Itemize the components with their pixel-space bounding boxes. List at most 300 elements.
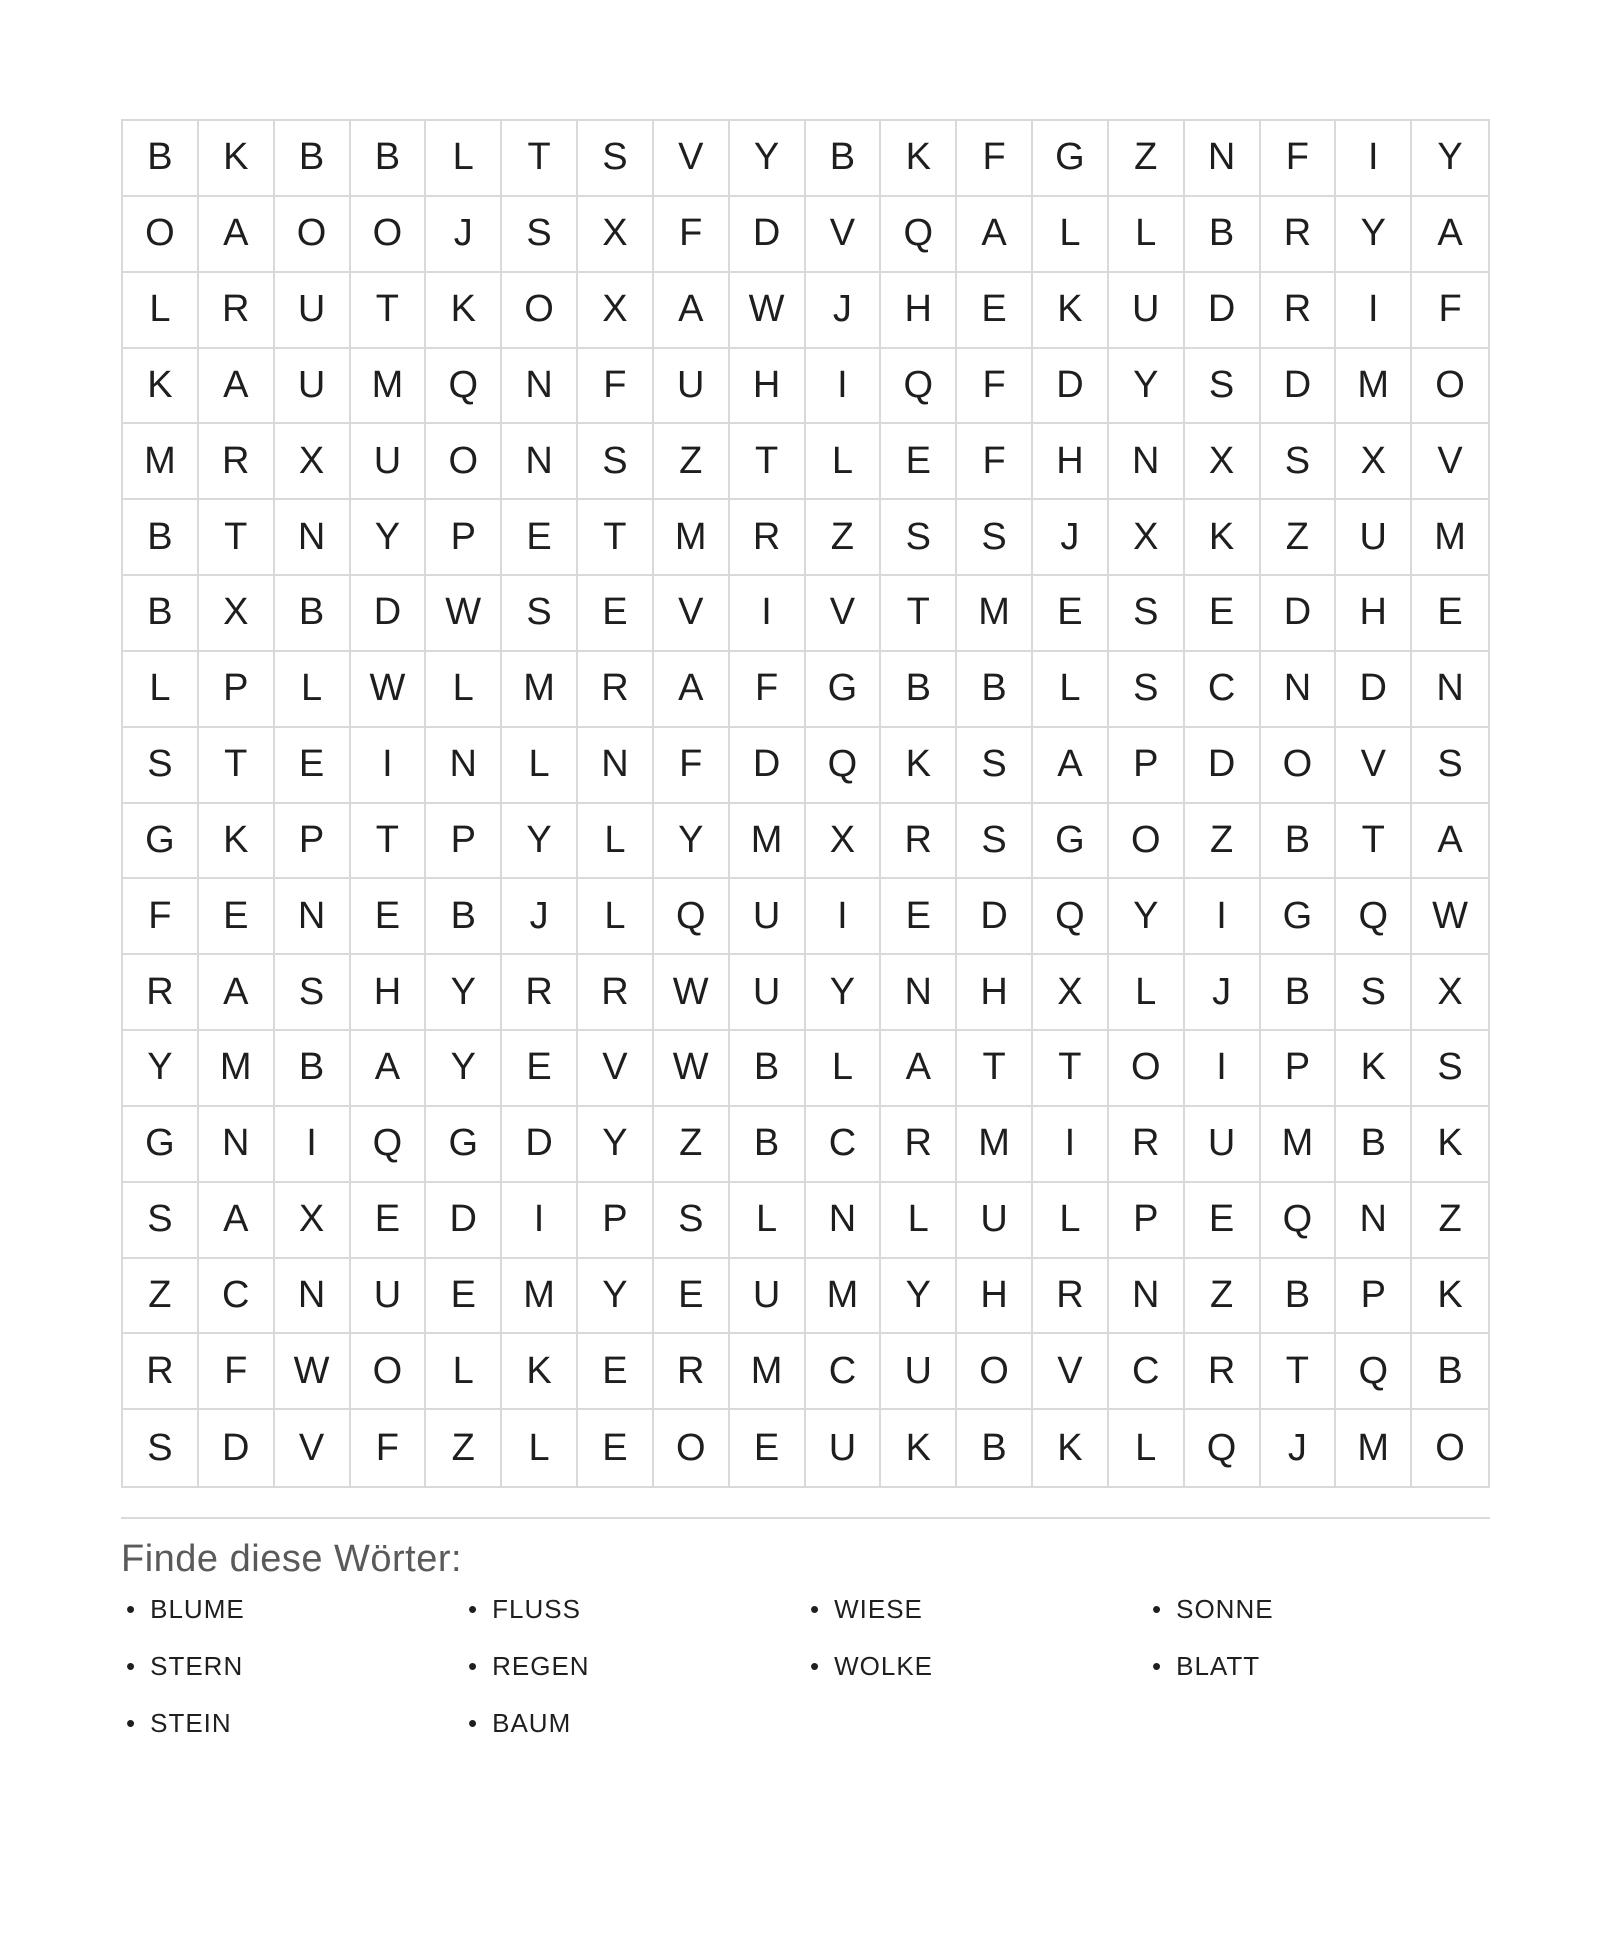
grid-cell-r2c8: F [654,197,730,273]
grid-cell-r15c5: D [426,1183,502,1259]
grid-cell-r7c14: S [1109,576,1185,652]
word-label: WOLKE [834,1651,934,1681]
grid-cell-r5c11: E [881,424,957,500]
grid-cell-r10c18: A [1412,804,1488,880]
grid-cell-r4c9: H [730,349,806,425]
grid-cell-r10c6: Y [502,804,578,880]
grid-cell-r7c16: D [1261,576,1337,652]
grid-cell-r1c2: K [199,121,275,197]
grid-cell-r15c1: S [123,1183,199,1259]
grid-cell-r7c1: B [123,576,199,652]
grid-cell-r15c3: X [275,1183,351,1259]
grid-cell-r6c9: R [730,500,806,576]
grid-cell-r14c15: U [1185,1107,1261,1183]
grid-cell-r14c6: D [502,1107,578,1183]
grid-cell-r6c15: K [1185,500,1261,576]
grid-cell-r9c16: O [1261,728,1337,804]
grid-cell-r13c4: A [351,1031,427,1107]
grid-cell-r15c13: L [1033,1183,1109,1259]
grid-cell-r10c2: K [199,804,275,880]
word-item-wiese [805,1581,1147,1638]
grid-cell-r16c12: H [957,1259,1033,1335]
grid-cell-r15c6: I [502,1183,578,1259]
grid-cell-r18c12: B [957,1410,1033,1486]
grid-cell-r8c16: N [1261,652,1337,728]
bullet-icon: • [810,1594,821,1624]
word-column-4 [1147,1581,1489,1752]
grid-cell-r6c13: J [1033,500,1109,576]
word-search-grid [121,119,1490,1488]
grid-cell-r4c17: M [1336,349,1412,425]
grid-cell-r11c9: U [730,879,806,955]
grid-cell-r14c9: B [730,1107,806,1183]
grid-cell-r8c13: L [1033,652,1109,728]
grid-cell-r3c2: R [199,273,275,349]
grid-cell-r16c11: Y [881,1259,957,1335]
grid-cell-r11c16: G [1261,879,1337,955]
grid-cell-r1c4: B [351,121,427,197]
grid-cell-r17c7: E [578,1334,654,1410]
grid-cell-r16c6: M [502,1259,578,1335]
grid-cell-r5c1: M [123,424,199,500]
grid-cell-r18c16: J [1261,1410,1337,1486]
grid-cell-r10c16: B [1261,804,1337,880]
grid-cell-r7c13: E [1033,576,1109,652]
grid-cell-r16c10: M [806,1259,882,1335]
grid-cell-r10c5: P [426,804,502,880]
find-words-heading: Finde diese Wörter: [121,1538,463,1580]
grid-cell-r9c8: F [654,728,730,804]
grid-cell-r18c18: O [1412,1410,1488,1486]
grid-cell-r9c12: S [957,728,1033,804]
grid-cell-r13c12: T [957,1031,1033,1107]
grid-cell-r6c18: M [1412,500,1488,576]
grid-cell-r9c6: L [502,728,578,804]
grid-cell-r4c10: I [806,349,882,425]
grid-cell-r12c14: L [1109,955,1185,1031]
grid-cell-r2c9: D [730,197,806,273]
grid-cell-r1c17: I [1336,121,1412,197]
grid-cell-r12c7: R [578,955,654,1031]
grid-cell-r16c18: K [1412,1259,1488,1335]
grid-cell-r17c14: C [1109,1334,1185,1410]
grid-cell-r9c11: K [881,728,957,804]
grid-cell-r5c17: X [1336,424,1412,500]
grid-cell-r18c1: S [123,1410,199,1486]
grid-cell-r1c10: B [806,121,882,197]
grid-cell-r10c13: G [1033,804,1109,880]
grid-cell-r13c10: L [806,1031,882,1107]
grid-cell-r6c11: S [881,500,957,576]
grid-cell-r14c14: R [1109,1107,1185,1183]
grid-cell-r6c2: T [199,500,275,576]
grid-cell-r7c4: D [351,576,427,652]
grid-cell-r7c17: H [1336,576,1412,652]
grid-cell-r14c13: I [1033,1107,1109,1183]
grid-cell-r1c14: Z [1109,121,1185,197]
grid-cell-r5c18: V [1412,424,1488,500]
grid-cell-r12c15: J [1185,955,1261,1031]
grid-cell-r16c14: N [1109,1259,1185,1335]
grid-cell-r6c7: T [578,500,654,576]
grid-cell-r12c12: H [957,955,1033,1031]
grid-cell-r13c8: W [654,1031,730,1107]
grid-cell-r16c17: P [1336,1259,1412,1335]
grid-cell-r17c16: T [1261,1334,1337,1410]
grid-cell-r17c2: F [199,1334,275,1410]
grid-cell-r10c17: T [1336,804,1412,880]
grid-cell-r13c13: T [1033,1031,1109,1107]
grid-cell-r8c2: P [199,652,275,728]
grid-cell-r2c3: O [275,197,351,273]
grid-cell-r1c9: Y [730,121,806,197]
grid-cell-r9c10: Q [806,728,882,804]
grid-cell-r15c14: P [1109,1183,1185,1259]
bullet-icon: • [1152,1594,1163,1624]
grid-cell-r16c2: C [199,1259,275,1335]
word-label: BLATT [1176,1651,1261,1681]
grid-cell-r16c4: U [351,1259,427,1335]
grid-cell-r5c13: H [1033,424,1109,500]
grid-cell-r4c1: K [123,349,199,425]
word-item-baum [463,1695,805,1752]
grid-cell-r2c2: A [199,197,275,273]
grid-cell-r14c10: C [806,1107,882,1183]
grid-cell-r8c14: S [1109,652,1185,728]
grid-cell-r18c6: L [502,1410,578,1486]
grid-cell-r9c7: N [578,728,654,804]
grid-cell-r2c14: L [1109,197,1185,273]
grid-cell-r11c4: E [351,879,427,955]
grid-cell-r2c10: V [806,197,882,273]
grid-cell-r13c15: I [1185,1031,1261,1107]
grid-cell-r1c15: N [1185,121,1261,197]
word-label: WIESE [834,1594,923,1624]
grid-cell-r4c3: U [275,349,351,425]
grid-cell-r1c8: V [654,121,730,197]
grid-cell-r17c10: C [806,1334,882,1410]
grid-cell-r14c4: Q [351,1107,427,1183]
grid-cell-r11c8: Q [654,879,730,955]
grid-cell-r14c8: Z [654,1107,730,1183]
word-column-3 [805,1581,1147,1752]
grid-cell-r1c18: Y [1412,121,1488,197]
grid-cell-r9c2: T [199,728,275,804]
grid-cell-r12c6: R [502,955,578,1031]
grid-cell-r17c11: U [881,1334,957,1410]
grid-cell-r8c17: D [1336,652,1412,728]
grid-cell-r9c3: E [275,728,351,804]
grid-cell-r5c4: U [351,424,427,500]
grid-cell-r5c2: R [199,424,275,500]
grid-cell-r13c9: B [730,1031,806,1107]
grid-cell-r8c12: B [957,652,1033,728]
grid-cell-r17c3: W [275,1334,351,1410]
grid-cell-r5c7: S [578,424,654,500]
grid-cell-r15c17: N [1336,1183,1412,1259]
grid-cell-r3c3: U [275,273,351,349]
grid-cell-r15c18: Z [1412,1183,1488,1259]
grid-cell-r10c11: R [881,804,957,880]
grid-cell-r3c9: W [730,273,806,349]
grid-cell-r13c11: A [881,1031,957,1107]
grid-cell-r17c8: R [654,1334,730,1410]
word-label: REGEN [492,1651,590,1681]
grid-cell-r1c1: B [123,121,199,197]
grid-cell-r8c6: M [502,652,578,728]
grid-cell-r1c16: F [1261,121,1337,197]
grid-cell-r8c10: G [806,652,882,728]
grid-cell-r4c2: A [199,349,275,425]
grid-cell-r13c2: M [199,1031,275,1107]
grid-cell-r18c5: Z [426,1410,502,1486]
grid-cell-r8c1: L [123,652,199,728]
grid-cell-r15c11: L [881,1183,957,1259]
grid-cell-r1c7: S [578,121,654,197]
grid-cell-r6c6: E [502,500,578,576]
grid-cell-r6c10: Z [806,500,882,576]
grid-cell-r10c9: M [730,804,806,880]
grid-cell-r12c5: Y [426,955,502,1031]
grid-cell-r16c7: Y [578,1259,654,1335]
grid-cell-r11c12: D [957,879,1033,955]
grid-cell-r3c15: D [1185,273,1261,349]
grid-cell-r3c4: T [351,273,427,349]
word-label: FLUSS [492,1594,581,1624]
grid-cell-r17c9: M [730,1334,806,1410]
grid-cell-r5c14: N [1109,424,1185,500]
grid-cell-r10c14: O [1109,804,1185,880]
grid-cell-r10c1: G [123,804,199,880]
grid-cell-r11c14: Y [1109,879,1185,955]
grid-cell-r15c2: A [199,1183,275,1259]
grid-cell-r2c15: B [1185,197,1261,273]
grid-cell-r17c17: Q [1336,1334,1412,1410]
grid-cell-r18c15: Q [1185,1410,1261,1486]
grid-cell-r9c4: I [351,728,427,804]
grid-cell-r8c4: W [351,652,427,728]
grid-cell-r3c18: F [1412,273,1488,349]
grid-cell-r18c8: O [654,1410,730,1486]
grid-cell-r13c14: O [1109,1031,1185,1107]
word-item-regen [463,1638,805,1695]
grid-cell-r10c12: S [957,804,1033,880]
grid-cell-r17c4: O [351,1334,427,1410]
grid-cell-r11c17: Q [1336,879,1412,955]
grid-cell-r9c5: N [426,728,502,804]
grid-cell-r8c5: L [426,652,502,728]
grid-cell-r11c15: I [1185,879,1261,955]
grid-cell-r13c6: E [502,1031,578,1107]
grid-cell-r3c6: O [502,273,578,349]
grid-cell-r17c6: K [502,1334,578,1410]
grid-cell-r17c18: B [1412,1334,1488,1410]
grid-cell-r3c7: X [578,273,654,349]
grid-cell-r10c7: L [578,804,654,880]
grid-cell-r11c3: N [275,879,351,955]
grid-cell-r12c10: Y [806,955,882,1031]
grid-cell-r14c18: K [1412,1107,1488,1183]
grid-cell-r13c18: S [1412,1031,1488,1107]
grid-cell-r2c13: L [1033,197,1109,273]
grid-cell-r4c14: Y [1109,349,1185,425]
grid-cell-r3c13: K [1033,273,1109,349]
grid-cell-r5c6: N [502,424,578,500]
grid-cell-r3c8: A [654,273,730,349]
grid-cell-r12c2: A [199,955,275,1031]
grid-cell-r14c16: M [1261,1107,1337,1183]
bullet-icon: • [1152,1651,1163,1681]
grid-cell-r16c9: U [730,1259,806,1335]
grid-cell-r18c3: V [275,1410,351,1486]
bullet-icon: • [126,1651,137,1681]
grid-cell-r7c11: T [881,576,957,652]
grid-cell-r5c10: L [806,424,882,500]
grid-cell-r7c3: B [275,576,351,652]
grid-cell-r13c3: B [275,1031,351,1107]
grid-cell-r16c13: R [1033,1259,1109,1335]
grid-cell-r7c12: M [957,576,1033,652]
grid-cell-r6c5: P [426,500,502,576]
grid-cell-r2c11: Q [881,197,957,273]
word-item-stein [121,1695,463,1752]
word-label: BLUME [150,1594,245,1624]
grid-cell-r10c3: P [275,804,351,880]
grid-cell-r14c3: I [275,1107,351,1183]
grid-cell-r11c10: I [806,879,882,955]
grid-cell-r11c11: E [881,879,957,955]
word-item-blume [121,1581,463,1638]
grid-cell-r6c8: M [654,500,730,576]
section-divider [121,1517,1490,1519]
grid-cell-r18c13: K [1033,1410,1109,1486]
grid-cell-r6c3: N [275,500,351,576]
grid-cell-r7c18: E [1412,576,1488,652]
word-label: BAUM [492,1708,572,1738]
grid-cell-r3c1: L [123,273,199,349]
grid-cell-r2c16: R [1261,197,1337,273]
bullet-icon: • [468,1651,479,1681]
grid-cell-r4c6: N [502,349,578,425]
grid-cell-r14c11: R [881,1107,957,1183]
grid-cell-r6c4: Y [351,500,427,576]
grid-cell-r12c16: B [1261,955,1337,1031]
word-item-fluss [463,1581,805,1638]
word-column-1 [121,1581,463,1752]
grid-cell-r7c10: V [806,576,882,652]
grid-cell-r4c8: U [654,349,730,425]
grid-cell-r5c15: X [1185,424,1261,500]
grid-cell-r12c3: S [275,955,351,1031]
grid-cell-r12c11: N [881,955,957,1031]
grid-cell-r12c13: X [1033,955,1109,1031]
grid-cell-r2c17: Y [1336,197,1412,273]
grid-cell-r4c12: F [957,349,1033,425]
grid-cell-r11c6: J [502,879,578,955]
grid-cell-r6c16: Z [1261,500,1337,576]
grid-cell-r2c12: A [957,197,1033,273]
grid-cell-r12c8: W [654,955,730,1031]
grid-cell-r18c10: U [806,1410,882,1486]
grid-cell-r2c5: J [426,197,502,273]
grid-cell-r14c5: G [426,1107,502,1183]
bullet-icon: • [126,1708,137,1738]
grid-cell-r15c12: U [957,1183,1033,1259]
grid-cell-r1c11: K [881,121,957,197]
grid-cell-r8c3: L [275,652,351,728]
grid-cell-r18c2: D [199,1410,275,1486]
grid-cell-r13c7: V [578,1031,654,1107]
grid-cell-r1c3: B [275,121,351,197]
grid-cell-r4c5: Q [426,349,502,425]
grid-cell-r12c1: R [123,955,199,1031]
grid-cell-r15c8: S [654,1183,730,1259]
grid-cell-r7c7: E [578,576,654,652]
grid-cell-r2c1: O [123,197,199,273]
grid-cell-r3c5: K [426,273,502,349]
grid-cell-r4c16: D [1261,349,1337,425]
grid-cell-r8c9: F [730,652,806,728]
grid-cell-r11c7: L [578,879,654,955]
grid-cell-r8c8: A [654,652,730,728]
grid-cell-r8c11: B [881,652,957,728]
grid-cell-r9c14: P [1109,728,1185,804]
grid-cell-r16c15: Z [1185,1259,1261,1335]
grid-cell-r16c1: Z [123,1259,199,1335]
word-item-wolke [805,1638,1147,1695]
grid-cell-r5c5: O [426,424,502,500]
grid-cell-r16c8: E [654,1259,730,1335]
grid-cell-r15c16: Q [1261,1183,1337,1259]
grid-cell-r10c15: Z [1185,804,1261,880]
grid-cell-r18c9: E [730,1410,806,1486]
grid-cell-r4c13: D [1033,349,1109,425]
grid-cell-r9c18: S [1412,728,1488,804]
grid-cell-r7c5: W [426,576,502,652]
grid-cell-r11c5: B [426,879,502,955]
grid-cell-r5c3: X [275,424,351,500]
grid-cell-r16c16: B [1261,1259,1337,1335]
grid-cell-r18c11: K [881,1410,957,1486]
grid-cell-r18c14: L [1109,1410,1185,1486]
grid-cell-r4c7: F [578,349,654,425]
grid-cell-r8c18: N [1412,652,1488,728]
grid-cell-r11c2: E [199,879,275,955]
grid-cell-r11c1: F [123,879,199,955]
grid-cell-r2c7: X [578,197,654,273]
grid-cell-r11c13: Q [1033,879,1109,955]
grid-cell-r10c10: X [806,804,882,880]
grid-cell-r14c12: M [957,1107,1033,1183]
bullet-icon: • [810,1651,821,1681]
grid-cell-r2c18: A [1412,197,1488,273]
grid-cell-r1c12: F [957,121,1033,197]
grid-cell-r3c11: H [881,273,957,349]
grid-cell-r12c4: H [351,955,427,1031]
grid-cell-r8c15: C [1185,652,1261,728]
grid-cell-r13c5: Y [426,1031,502,1107]
grid-cell-r9c1: S [123,728,199,804]
grid-cell-r16c5: E [426,1259,502,1335]
grid-cell-r6c17: U [1336,500,1412,576]
grid-cell-r7c9: I [730,576,806,652]
grid-cell-r6c14: X [1109,500,1185,576]
grid-cell-r3c10: J [806,273,882,349]
grid-cell-r4c11: Q [881,349,957,425]
grid-cell-r10c4: T [351,804,427,880]
grid-cell-r18c7: E [578,1410,654,1486]
word-item-blatt [1147,1638,1489,1695]
